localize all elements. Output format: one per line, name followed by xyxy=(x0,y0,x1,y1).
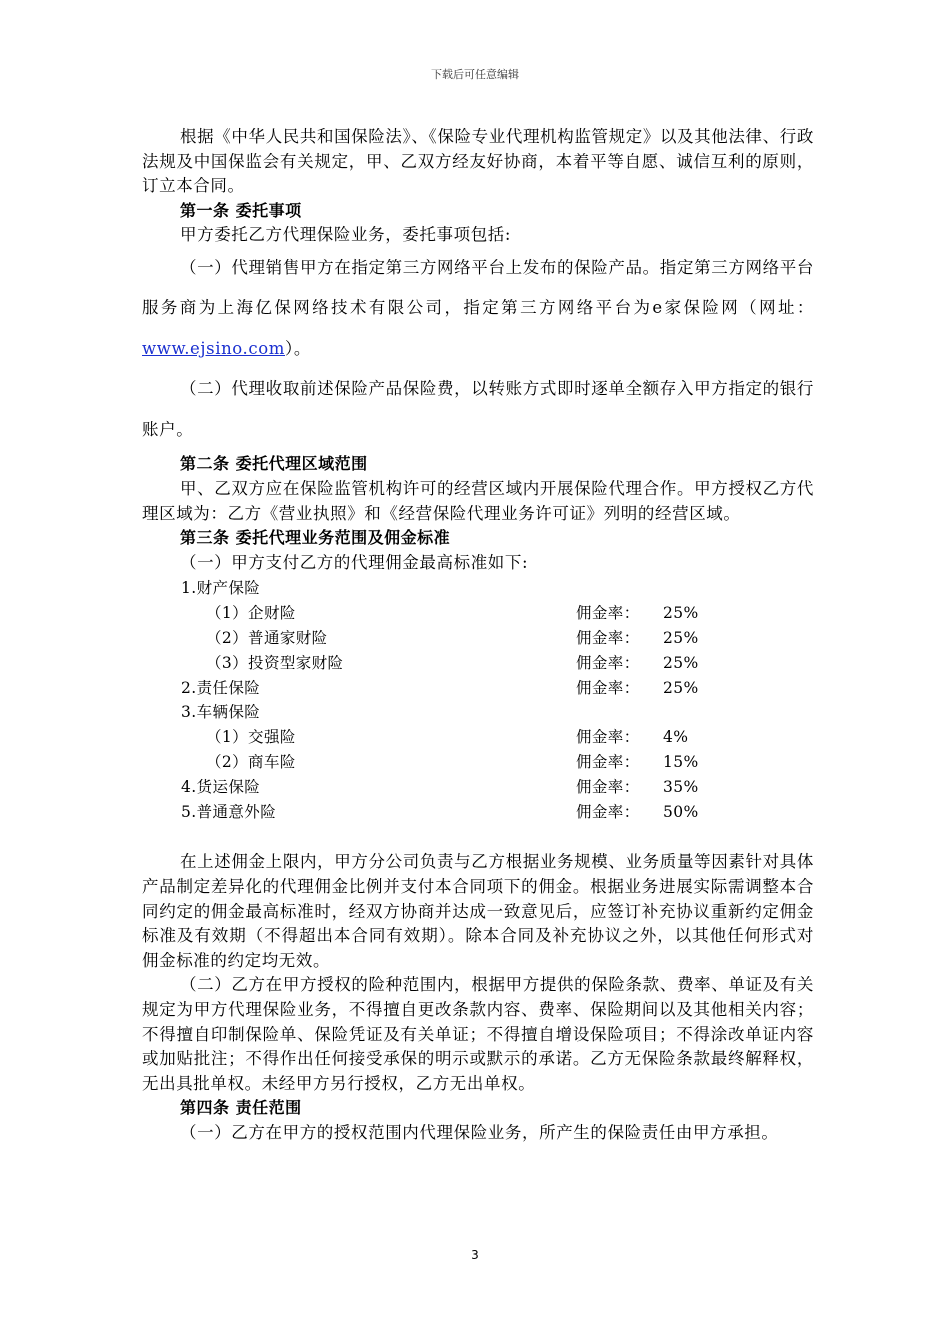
rate-row xyxy=(142,750,814,775)
rate-row-label: 佣金率： xyxy=(576,604,640,623)
rate-row xyxy=(142,576,814,601)
rate-row xyxy=(142,775,814,800)
rate-row-label: 佣金率： xyxy=(576,777,640,796)
rate-row xyxy=(142,700,814,725)
commission-rate-list xyxy=(142,576,814,824)
rate-row-value: 4% xyxy=(663,728,689,747)
rate-row-value: 25% xyxy=(663,629,699,648)
rate-row-label: 佣金率： xyxy=(576,753,640,772)
rate-row xyxy=(142,800,814,825)
article-4-heading: 第四条 责任范围 xyxy=(180,1098,302,1118)
article-3-paragraph-1: 在上述佣金上限内，甲方分公司负责与乙方根据业务规模、业务质量等因素针对具体产品制定差异化的代理佣金比例并支付本合同项下的佣金。根据业务进展实际需调整本合同约定的佣金最高标准时，经双方协商并达成一致意见后，应签订补充协议重新约定佣金标准及有效期（不得超出本合同有效期）。除本合同及补充协议之外，以其他任何形式对佣金标准的约定均无效。 xyxy=(142,852,814,970)
rate-row-label: 佣金率： xyxy=(576,629,640,648)
rate-row-name: 2.责任保险 xyxy=(181,678,261,697)
rate-row-value: 25% xyxy=(663,678,699,697)
rate-row-value: 25% xyxy=(663,653,699,672)
document-body xyxy=(142,125,814,1146)
article-4-item-1: （一）乙方在甲方的授权范围内代理保险业务，所产生的保险责任由甲方承担。 xyxy=(180,1122,779,1142)
article-1-heading: 第一条 委托事项 xyxy=(180,200,302,220)
article-2-body: 甲、乙双方应在保险监管机构许可的经营区域内开展保险代理合作。甲方授权乙方代理区域为：乙方《营业执照》和《经营保险代理业务许可证》列明的经营区域。 xyxy=(142,479,814,523)
rate-row-value: 50% xyxy=(663,802,699,821)
article-1-item-2: （二）代理收取前述保险产品保险费，以转账方式即时逐单全额存入甲方指定的银行账户。 xyxy=(142,379,814,439)
rate-row xyxy=(142,651,814,676)
rate-row-label: 佣金率： xyxy=(576,653,640,672)
intro-paragraph: 根据《中华人民共和国保险法》、《保险专业代理机构监管规定》以及其他法律、行政法规及中国保监会有关规定，甲、乙双方经友好协商，本着平等自愿、诚信互利的原则，订立本合同。 xyxy=(142,127,814,196)
article-1-item-1-tail: ）。 xyxy=(285,338,311,358)
spacer xyxy=(142,824,814,850)
article-1-lead: 甲方委托乙方代理保险业务，委托事项包括: xyxy=(180,225,512,245)
rate-row-name: （1）交强险 xyxy=(206,728,296,747)
rate-row-name: （2）普通家财险 xyxy=(206,629,328,648)
rate-row xyxy=(142,725,814,750)
article-1-item-1-text: （一）代理销售甲方在指定第三方网络平台上发布的保险产品。指定第三方网络平台服务商为上海亿保网络技术有限公司，指定第三方网络平台为e家保险网（网址： xyxy=(142,257,814,318)
article-2-heading: 第二条 委托代理区域范围 xyxy=(180,454,368,474)
rate-row xyxy=(142,626,814,651)
rate-row-name: 5.普通意外险 xyxy=(181,802,277,821)
rate-row-label: 佣金率： xyxy=(576,802,640,821)
rate-row-name: 3.车辆保险 xyxy=(181,703,261,722)
article-3-heading: 第三条 委托代理业务范围及佣金标准 xyxy=(180,528,451,548)
page-header: 下载后可任意编辑 xyxy=(431,68,519,81)
article-3-lead: （一）甲方支付乙方的代理佣金最高标准如下: xyxy=(180,552,529,572)
rate-row-value: 25% xyxy=(663,604,699,623)
rate-row-name: 4.货运保险 xyxy=(181,777,261,796)
rate-row xyxy=(142,601,814,626)
rate-row-name: （1）企财险 xyxy=(206,604,296,623)
rate-row-label: 佣金率： xyxy=(576,728,640,747)
rate-row-value: 15% xyxy=(663,753,699,772)
article-3-paragraph-2: （二）乙方在甲方授权的险种范围内，根据甲方提供的保险条款、费率、单证及有关规定为甲方代理保险业务，不得擅自更改条款内容、费率、保险期间以及其他相关内容；不得擅自印制保险单、保险凭证及有关单证；不得擅自增设保险项目；不得涂改单证内容或加贴批注；不得作出任何接受承保的明示或默示的承诺。乙方无保险条款最终解释权，无出具批单权。未经甲方另行授权，乙方无出单权。 xyxy=(142,975,814,1093)
rate-row xyxy=(142,676,814,701)
website-link[interactable]: www.ejsino.com xyxy=(142,338,286,358)
rate-row-value: 35% xyxy=(663,777,699,796)
page-number: 3 xyxy=(471,1248,479,1262)
rate-row-name: （2）商车险 xyxy=(206,753,296,772)
rate-row-name: 1.财产保险 xyxy=(181,579,261,598)
article-1-item-1 xyxy=(142,248,814,370)
rate-row-name: （3）投资型家财险 xyxy=(206,653,344,672)
rate-row-label: 佣金率： xyxy=(576,678,640,697)
